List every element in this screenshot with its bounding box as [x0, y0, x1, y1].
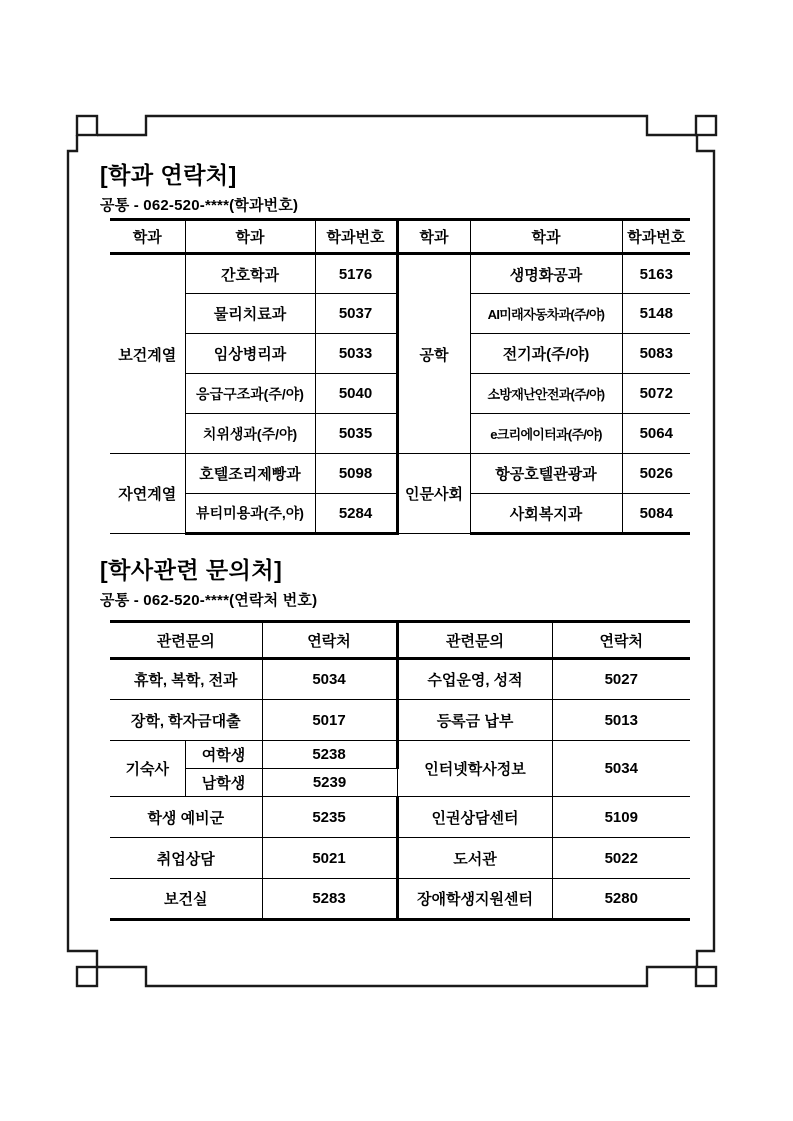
table-row: [110, 797, 690, 838]
corner-square-bottom-left: [77, 967, 97, 986]
table-row: [110, 454, 690, 494]
group-cell: 기숙사: [110, 741, 185, 797]
topic-cell: 장학, 학자금대출: [110, 700, 262, 741]
phone-cell: 5283: [262, 879, 397, 920]
header-cell: 관련문의: [110, 622, 262, 659]
dept-cell: 사회복지과: [470, 494, 622, 534]
group-cell: 인문사회: [397, 454, 470, 534]
phone-cell: 5037: [315, 294, 397, 334]
table-row: [110, 838, 690, 879]
phone-cell: 5239: [262, 769, 397, 797]
sub-topic-cell: 남학생: [185, 769, 262, 797]
phone-cell: 5280: [552, 879, 690, 920]
dept-cell: 물리치료과: [185, 294, 315, 334]
topic-cell: 인권상담센터: [397, 797, 552, 838]
section2-title: [학사관련 문의처]: [100, 557, 283, 583]
phone-cell: 5017: [262, 700, 397, 741]
phone-cell: 5238: [262, 741, 397, 769]
phone-cell: 5013: [552, 700, 690, 741]
header-cell: 학과: [185, 220, 315, 254]
table-header-row: [110, 220, 690, 254]
topic-cell: 도서관: [397, 838, 552, 879]
group-cell: 보건계열: [110, 254, 185, 454]
group-cell: 공학: [397, 254, 470, 454]
section2-subtitle: 공통 - 062-520-****(연락처 번호): [100, 592, 318, 609]
table-row: [110, 659, 690, 700]
header-cell: 연락처: [552, 622, 690, 659]
topic-cell: 취업상담: [110, 838, 262, 879]
border-top-line: [97, 116, 696, 135]
topic-cell: 휴학, 복학, 전과: [110, 659, 262, 700]
header-cell: 학과: [470, 220, 622, 254]
phone-cell: 5027: [552, 659, 690, 700]
sub-topic-cell: 여학생: [185, 741, 262, 769]
phone-cell: 5148: [622, 294, 690, 334]
dept-cell: AI미래자동차과(주/야): [470, 294, 622, 334]
header-cell: 관련문의: [397, 622, 552, 659]
header-cell: 학과: [110, 220, 185, 254]
corner-square-top-right: [696, 116, 716, 135]
phone-cell: 5163: [622, 254, 690, 294]
topic-cell: 장애학생지원센터: [397, 879, 552, 920]
dept-cell: 호텔조리제빵과: [185, 454, 315, 494]
phone-cell: 5235: [262, 797, 397, 838]
dept-cell: 소방재난안전과(주/야): [470, 374, 622, 414]
dept-cell: 항공호텔관광과: [470, 454, 622, 494]
border-left-line: [68, 135, 97, 967]
table-row: [110, 741, 690, 769]
phone-cell: 5026: [622, 454, 690, 494]
table-header-row: [110, 622, 690, 659]
group-cell: 자연계열: [110, 454, 185, 534]
topic-cell: 수업운영, 성적: [397, 659, 552, 700]
dept-cell: 간호학과: [185, 254, 315, 294]
phone-cell: 5021: [262, 838, 397, 879]
dept-cell: 치위생과(주/야): [185, 414, 315, 454]
header-cell: 학과번호: [622, 220, 690, 254]
phone-cell: 5072: [622, 374, 690, 414]
phone-cell: 5084: [622, 494, 690, 534]
topic-cell: 학생 예비군: [110, 797, 262, 838]
phone-cell: 5035: [315, 414, 397, 454]
topic-cell: 보건실: [110, 879, 262, 920]
corner-square-bottom-right: [696, 967, 716, 986]
phone-cell: 5083: [622, 334, 690, 374]
border-right-line: [697, 135, 714, 967]
corner-square-top-left: [77, 116, 97, 135]
phone-cell: 5109: [552, 797, 690, 838]
table-row: [110, 700, 690, 741]
dept-cell: 뷰티미용과(주,야): [185, 494, 315, 534]
section1-subtitle: 공통 - 062-520-****(학과번호): [100, 197, 299, 214]
table-row: [110, 254, 690, 294]
dept-cell: e크리에이터과(주/야): [470, 414, 622, 454]
topic-cell: 인터넷학사정보: [397, 741, 552, 797]
dept-cell: 응급구조과(주/야): [185, 374, 315, 414]
header-cell: 연락처: [262, 622, 397, 659]
border-bottom-line: [97, 967, 696, 986]
topic-cell: 등록금 납부: [397, 700, 552, 741]
header-cell: 학과번호: [315, 220, 397, 254]
header-cell: 학과: [397, 220, 470, 254]
phone-cell: 5098: [315, 454, 397, 494]
phone-cell: 5064: [622, 414, 690, 454]
table-row: [110, 879, 690, 920]
phone-cell: 5284: [315, 494, 397, 534]
dept-cell: 생명화공과: [470, 254, 622, 294]
phone-cell: 5176: [315, 254, 397, 294]
phone-cell: 5033: [315, 334, 397, 374]
dept-cell: 임상병리과: [185, 334, 315, 374]
phone-cell: 5040: [315, 374, 397, 414]
phone-cell: 5022: [552, 838, 690, 879]
dept-contacts-table: [110, 218, 690, 535]
phone-cell: 5034: [552, 741, 690, 797]
section1-title: [학과 연락처]: [100, 162, 237, 188]
phone-cell: 5034: [262, 659, 397, 700]
inquiry-contacts-table: [110, 620, 690, 921]
dept-cell: 전기과(주/야): [470, 334, 622, 374]
